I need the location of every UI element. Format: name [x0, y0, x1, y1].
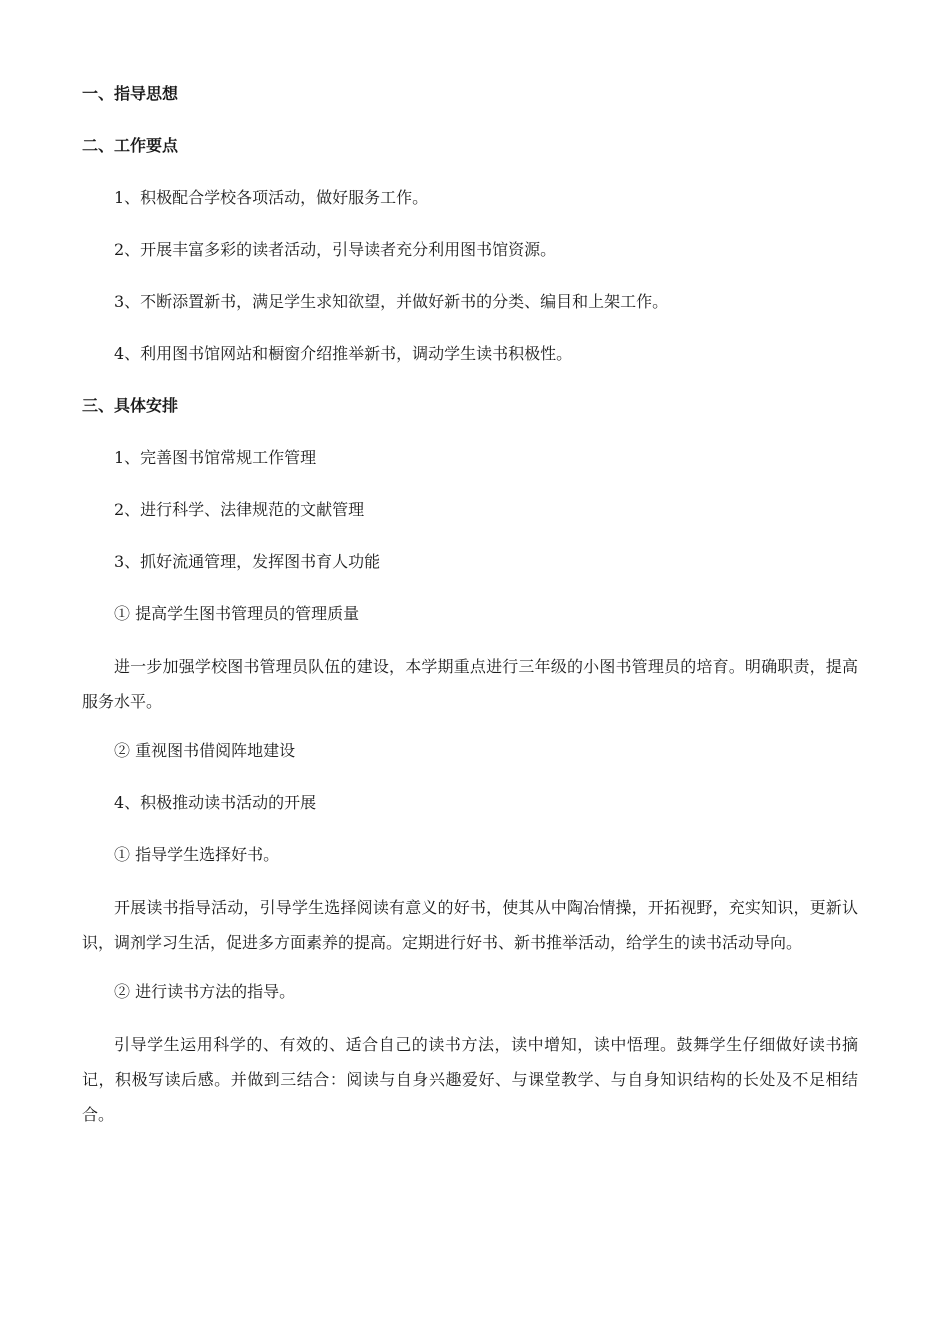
document-body — [82, 78, 858, 1132]
subitem-lending-position: ② 重视图书借阅阵地建设 — [114, 741, 296, 760]
subitem-librarian-quality: ① 提高学生图书管理员的管理质量 — [114, 604, 360, 623]
paragraph-librarian-team: 进一步加强学校图书管理员队伍的建设，本学期重点进行三年级的小图书管理员的培育。明确职责，提高服务水平。 — [82, 657, 858, 711]
section-heading-arrangements: 三、具体安排 — [82, 396, 179, 415]
paragraph-reading-guidance: 开展读书指导活动，引导学生选择阅读有意义的好书，使其从中陶冶情操，开拓视野，充实知识，更新认识，调剂学习生活，促进多方面素养的提高。定期进行好书、新书推举活动，给学生的读书活动导向。 — [82, 898, 858, 952]
work-point-3: 3、不断添置新书，满足学生求知欲望，并做好新书的分类、编目和上架工作。 — [114, 292, 669, 311]
arrangement-item-3: 3、抓好流通管理，发挥图书育人功能 — [114, 552, 381, 571]
arrangement-item-2: 2、进行科学、法律规范的文献管理 — [114, 500, 365, 519]
subitem-reading-methods: ② 进行读书方法的指导。 — [114, 982, 296, 1001]
arrangement-item-4: 4、积极推动读书活动的开展 — [114, 793, 317, 812]
work-point-4: 4、利用图书馆网站和橱窗介绍推举新书，调动学生读书积极性。 — [114, 344, 573, 363]
arrangement-item-1: 1、完善图书馆常规工作管理 — [114, 448, 317, 467]
section-heading-work-points: 二、工作要点 — [82, 136, 179, 155]
subitem-choose-good-books: ① 指导学生选择好书。 — [114, 845, 280, 864]
work-point-1: 1、积极配合学校各项活动，做好服务工作。 — [114, 188, 429, 207]
paragraph-reading-methods: 引导学生运用科学的、有效的、适合自己的读书方法，读中增知，读中悟理。鼓舞学生仔细做好读书摘记，积极写读后感。并做到三结合：阅读与自身兴趣爱好、与课堂教学、与自身知识结构的长处及不足相结合。 — [82, 1035, 858, 1124]
work-point-2: 2、开展丰富多彩的读者活动，引导读者充分利用图书馆资源。 — [114, 240, 557, 259]
section-heading-guiding-thought: 一、指导思想 — [82, 84, 179, 103]
